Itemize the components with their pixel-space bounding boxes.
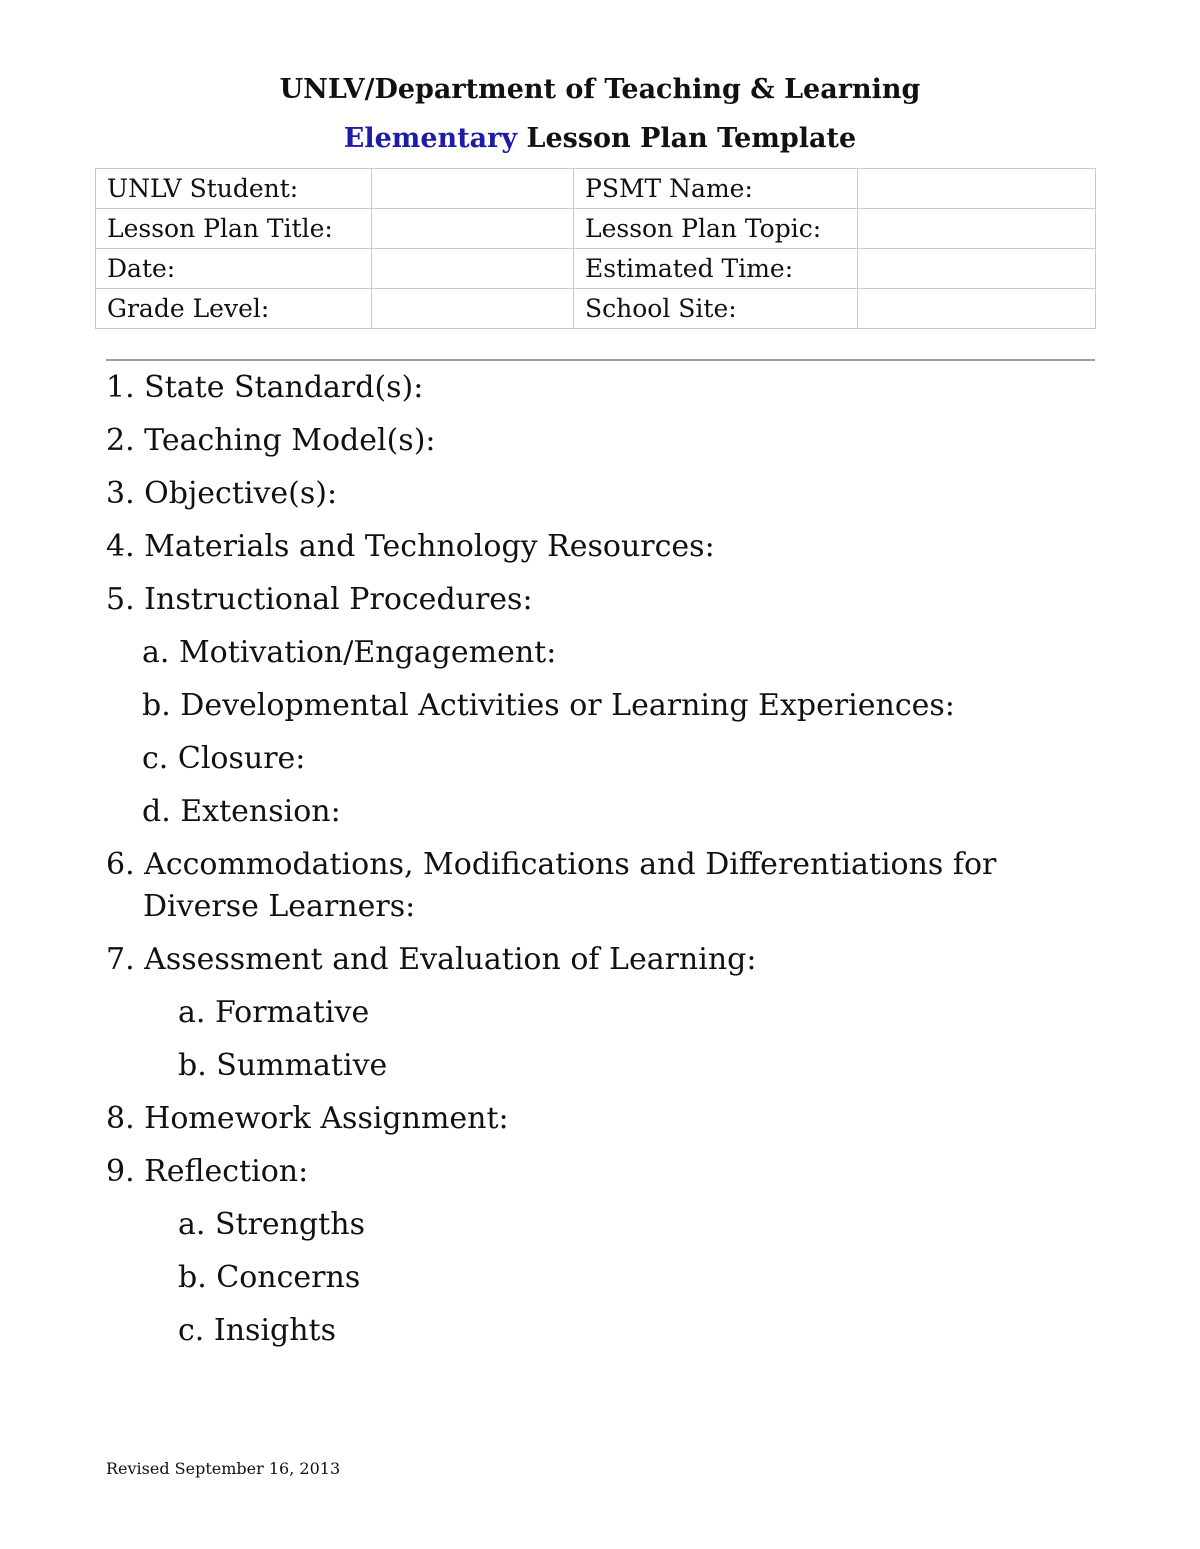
section-instructional-procedures: 5. Instructional Procedures:: [106, 582, 533, 617]
label-lesson-plan-topic: Lesson Plan Topic:: [574, 209, 858, 249]
field-lesson-plan-title[interactable]: [372, 209, 574, 249]
subsection-closure: c. Closure:: [142, 741, 306, 776]
label-estimated-time: Estimated Time:: [574, 249, 858, 289]
document-subtitle: [0, 121, 1200, 157]
subsection-summative: b. Summative: [178, 1048, 388, 1083]
field-unlv-student[interactable]: [372, 169, 574, 209]
section-objectives: 3. Objective(s):: [106, 476, 338, 511]
subtitle-accent-word: Elementary: [343, 123, 518, 154]
label-psmt-name: PSMT Name:: [574, 169, 858, 209]
table-row: [96, 169, 1096, 209]
subsection-developmental-activities: b. Developmental Activities or Learning Experiences:: [142, 688, 955, 723]
field-date[interactable]: [372, 249, 574, 289]
field-school-site[interactable]: [858, 289, 1096, 329]
subsection-strengths: a. Strengths: [178, 1207, 365, 1242]
section-homework-assignment: 8. Homework Assignment:: [106, 1101, 509, 1136]
section-materials-technology: 4. Materials and Technology Resources:: [106, 529, 715, 564]
lesson-plan-sections: [106, 361, 1095, 1357]
lesson-info-table: [95, 168, 1096, 329]
subtitle-rest: Lesson Plan Template: [517, 123, 857, 154]
section-assessment-evaluation: 7. Assessment and Evaluation of Learning:: [106, 942, 757, 977]
field-grade-level[interactable]: [372, 289, 574, 329]
section-reflection: 9. Reflection:: [106, 1154, 309, 1189]
subsection-extension: d. Extension:: [142, 794, 341, 829]
table-row: [96, 209, 1096, 249]
section-accommodations: 6. Accommodations, Modifications and Differentiations for Diverse Learners:: [106, 847, 997, 924]
revision-note: Revised September 16, 2013: [106, 1459, 341, 1478]
label-date: Date:: [96, 249, 372, 289]
subsection-insights: c. Insights: [178, 1313, 337, 1348]
subsection-motivation-engagement: a. Motivation/Engagement:: [142, 635, 557, 670]
section-teaching-models: 2. Teaching Model(s):: [106, 423, 436, 458]
subsection-concerns: b. Concerns: [178, 1260, 361, 1295]
table-row: [96, 249, 1096, 289]
label-unlv-student: UNLV Student:: [96, 169, 372, 209]
table-row: [96, 289, 1096, 329]
field-lesson-plan-topic[interactable]: [858, 209, 1096, 249]
document-title: UNLV/Department of Teaching & Learning: [279, 74, 921, 105]
section-state-standards: 1. State Standard(s):: [106, 370, 424, 405]
field-estimated-time[interactable]: [858, 249, 1096, 289]
label-grade-level: Grade Level:: [96, 289, 372, 329]
label-lesson-plan-title: Lesson Plan Title:: [96, 209, 372, 249]
subsection-formative: a. Formative: [178, 995, 370, 1030]
label-school-site: School Site:: [574, 289, 858, 329]
field-psmt-name[interactable]: [858, 169, 1096, 209]
